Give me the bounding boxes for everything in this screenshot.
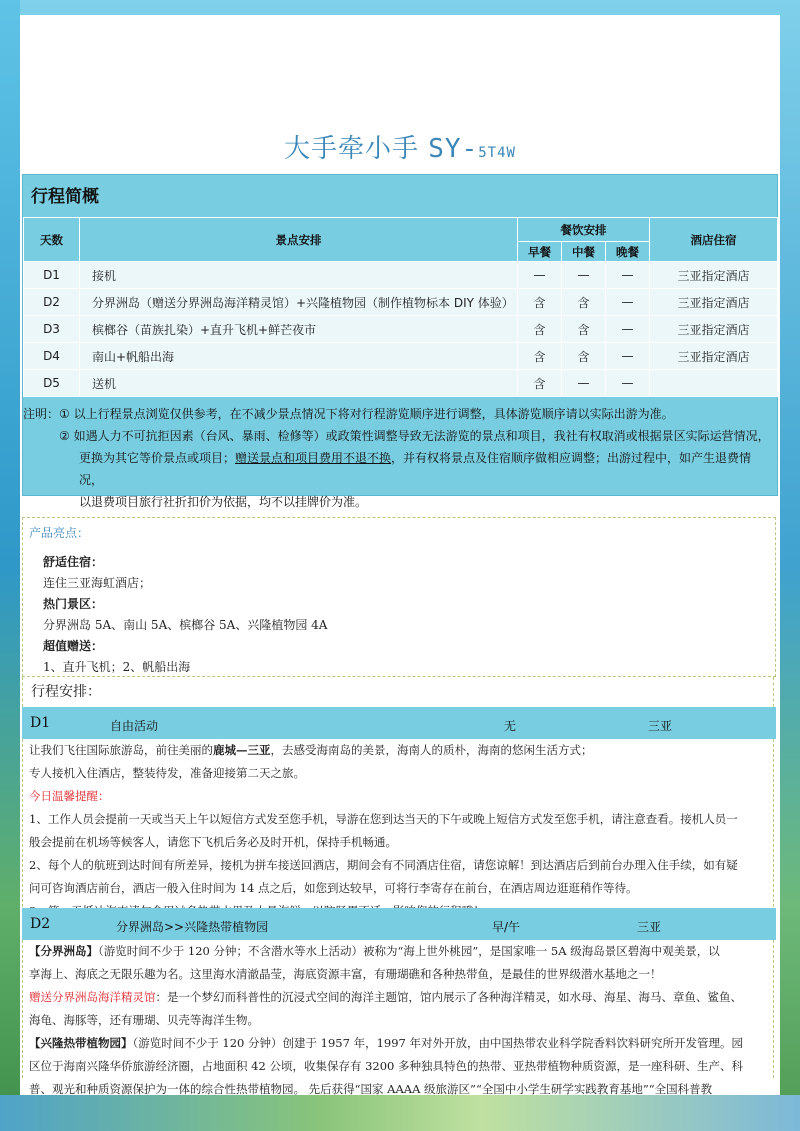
row-route: 分界洲岛（赠送分界洲岛海洋精灵馆）+兴隆植物园（制作植物标本 DIY 体验） bbox=[80, 289, 518, 316]
day1-p1-end: ，去感受海南岛的美景，海南人的质朴，海南的悠闲生活方式； bbox=[270, 743, 593, 757]
table-row bbox=[24, 262, 778, 289]
row-route: 南山+帆船出海 bbox=[80, 343, 518, 370]
day2-label: D2 bbox=[30, 916, 51, 932]
row-dinner: — bbox=[606, 343, 650, 370]
day1-tips-label: 今日温馨提醒： bbox=[29, 789, 110, 803]
day2-a2: 享海上、海底之无限乐趣为名。这里海水清澈晶莹，海底资源丰富，有珊瑚礁和各种热带鱼，是最佳的世界级潜水基地之一！ bbox=[29, 967, 662, 981]
row-breakfast: 含 bbox=[518, 343, 562, 370]
row-day: D1 bbox=[24, 262, 80, 289]
day1-tip-1-cont: 般会提前在机场等候客人，请您下飞机后务必及时开机，保持手机畅通。 bbox=[29, 835, 397, 849]
table-row bbox=[24, 316, 778, 343]
row-lunch: — bbox=[562, 370, 606, 397]
day1-p1: 让我们飞往国际旅游岛，前往美丽的 bbox=[29, 743, 213, 757]
table-row bbox=[24, 289, 778, 316]
row-hotel: 三亚指定酒店 bbox=[650, 262, 778, 289]
title-main: 大手牵小手 bbox=[284, 134, 429, 164]
notes-label: 注明： bbox=[23, 407, 60, 421]
stay-text: 连住三亚海虹酒店； bbox=[43, 576, 152, 590]
row-breakfast: 含 bbox=[518, 289, 562, 316]
product-highlights bbox=[22, 517, 776, 677]
spots-label: 热门景区： bbox=[43, 597, 104, 611]
day1-p1-bold: 鹿城—三亚 bbox=[213, 743, 271, 757]
background-left bbox=[0, 0, 20, 1131]
day2-c1: （游览时间不少于 120 分钟）创建于 1957 年，1997 年对外开放，由中国热带农业科学院香料饮料研究所开发管理。园 bbox=[132, 1036, 744, 1050]
row-day: D5 bbox=[24, 370, 80, 397]
gift-label: 超值赠送： bbox=[43, 639, 104, 653]
highlights-title: 产品亮点： bbox=[29, 526, 90, 540]
day2-c3: 普、观光和种质资源保护为一体的综合性热带植物园。 先后获得“国家 AAAA 级旅游区”“全国中小学生研学实践教育基地”“全国科普教 bbox=[29, 1082, 713, 1096]
day1-tip-2: 2、每个人的航班到达时间有所差异，接机为拼车接送回酒店，期间会有不同酒店住宿，请您谅解！到达酒店后到前台办理入住手续，如有疑 bbox=[29, 858, 738, 872]
note-2: ② 如遇人力不可抗拒因素（台风、暴雨、检修等）或政策性调整导致无法游览的景点和项目，我社有权取消或根据景区实际运营情况， bbox=[59, 429, 770, 443]
gift-text: 1、直升飞机；2、帆船出海 bbox=[43, 660, 191, 674]
note-2-line3: 以退费项目旅行社折扣价为依据，均不以挂牌价为准。 bbox=[79, 495, 368, 509]
row-lunch: 含 bbox=[562, 316, 606, 343]
day2-b2: 海龟、海豚等，还有珊瑚、贝壳等海洋生物。 bbox=[29, 1013, 259, 1027]
title-code: SY- bbox=[428, 134, 479, 164]
table-row bbox=[24, 370, 778, 397]
row-lunch: 含 bbox=[562, 289, 606, 316]
row-dinner: — bbox=[606, 316, 650, 343]
header-day: 天数 bbox=[24, 218, 80, 262]
day1-tip-2-cont: 问可咨询酒店前台，酒店一般入住时间为 14 点之后，如您到达较早，可将行李寄存在前台，在酒店周边逛逛稍作等待。 bbox=[29, 881, 638, 895]
note-1: ① 以上行程景点浏览仅供参考，在不减少景点情况下将对行程游览顺序进行调整，具体游览顺序请以实际出游为准。 bbox=[59, 407, 674, 421]
row-breakfast: 含 bbox=[518, 316, 562, 343]
row-breakfast: 含 bbox=[518, 370, 562, 397]
header-breakfast: 早餐 bbox=[518, 242, 562, 262]
note-2-line2-end: ，并有权将景点及住宿顺序做相应调整；出游过程中，如产生退费情况， bbox=[79, 451, 752, 487]
row-day: D2 bbox=[24, 289, 80, 316]
row-route: 送机 bbox=[80, 370, 518, 397]
day2-hotel: 三亚 bbox=[637, 920, 662, 934]
row-lunch: 含 bbox=[562, 343, 606, 370]
overview-notes bbox=[23, 403, 777, 513]
row-hotel bbox=[650, 370, 778, 397]
schedule-title: 行程安排： bbox=[22, 677, 774, 707]
table-row bbox=[24, 343, 778, 370]
day1-hotel: 三亚 bbox=[648, 719, 673, 733]
row-dinner: — bbox=[606, 370, 650, 397]
stay-label: 舒适住宿： bbox=[43, 555, 104, 569]
day2-a-label: 【分界洲岛】 bbox=[29, 944, 98, 958]
day2-bar bbox=[22, 908, 776, 940]
day1-bar bbox=[22, 707, 776, 739]
header-dinner: 晚餐 bbox=[606, 242, 650, 262]
note-2-line2: 更换为其它等价景点或项目； bbox=[79, 451, 236, 465]
row-route: 槟榔谷（苗族扎染）+直升飞机+鲜芒夜市 bbox=[80, 316, 518, 343]
day1-tip-1: 1、工作人员会提前一天或当天上午以短信方式发至您手机，导游在您到达当天的下午或晚上短信方式发至您手机，请注意查看。接机人员一 bbox=[29, 812, 738, 826]
day1-p2: 专人接机入住酒店，整装待发，准备迎接第二天之旅。 bbox=[29, 766, 305, 780]
spots-text: 分界洲岛 5A、南山 5A、槟榔谷 5A、兴隆植物园 4A bbox=[43, 618, 328, 632]
row-lunch: — bbox=[562, 262, 606, 289]
day1-text bbox=[22, 739, 774, 907]
day2-text bbox=[22, 940, 774, 1096]
day2-meal: 早/午 bbox=[492, 920, 521, 934]
row-route: 接机 bbox=[80, 262, 518, 289]
itinerary-table bbox=[23, 217, 778, 397]
note-2-underlined: 赠送景点和项目费用不退不换 bbox=[235, 451, 392, 465]
row-hotel: 三亚指定酒店 bbox=[650, 289, 778, 316]
day2-b-label: 赠送分界洲岛海洋精灵馆 bbox=[29, 990, 156, 1004]
row-breakfast: — bbox=[518, 262, 562, 289]
background-right bbox=[780, 0, 800, 1131]
row-hotel: 三亚指定酒店 bbox=[650, 316, 778, 343]
row-day: D4 bbox=[24, 343, 80, 370]
row-dinner: — bbox=[606, 262, 650, 289]
day1-meal: 无 bbox=[504, 719, 517, 733]
row-dinner: — bbox=[606, 289, 650, 316]
day1-activity: 自由活动 bbox=[110, 719, 159, 733]
day2-a1: （游览时间不少于 120 分钟；不含潜水等水上活动）被称为“海上世外桃园”，是国家唯一 5A 级海岛景区碧海中观美景，以 bbox=[98, 944, 720, 958]
day2-activity: 分界洲岛>>兴隆热带植物园 bbox=[116, 920, 269, 934]
header-route: 景点安排 bbox=[80, 218, 518, 262]
row-day: D3 bbox=[24, 316, 80, 343]
day1-label: D1 bbox=[30, 715, 51, 731]
header-hotel: 酒店住宿 bbox=[650, 218, 778, 262]
header-lunch: 中餐 bbox=[562, 242, 606, 262]
page-title bbox=[0, 128, 800, 165]
day2-c2: 区位于海南兴隆华侨旅游经济圈，占地面积 42 公顷，收集保存有 3200 多种独具特色的热带、亚热带植物种质资源，是一座科研、生产、科 bbox=[29, 1059, 744, 1073]
title-code-suffix: 5T4W bbox=[478, 145, 516, 161]
itinerary-overview bbox=[22, 174, 778, 509]
overview-heading: 行程简概 bbox=[31, 187, 99, 207]
day2-b1: ：是一个梦幻而科普性的沉浸式空间的海洋主题馆，馆内展示了各种海洋精灵，如水母、海星、海马、章鱼、鲨鱼、 bbox=[155, 990, 742, 1004]
day2-c-label: 【兴隆热带植物园】 bbox=[29, 1036, 133, 1050]
row-hotel: 三亚指定酒店 bbox=[650, 343, 778, 370]
header-meals: 餐饮安排 bbox=[518, 218, 650, 242]
